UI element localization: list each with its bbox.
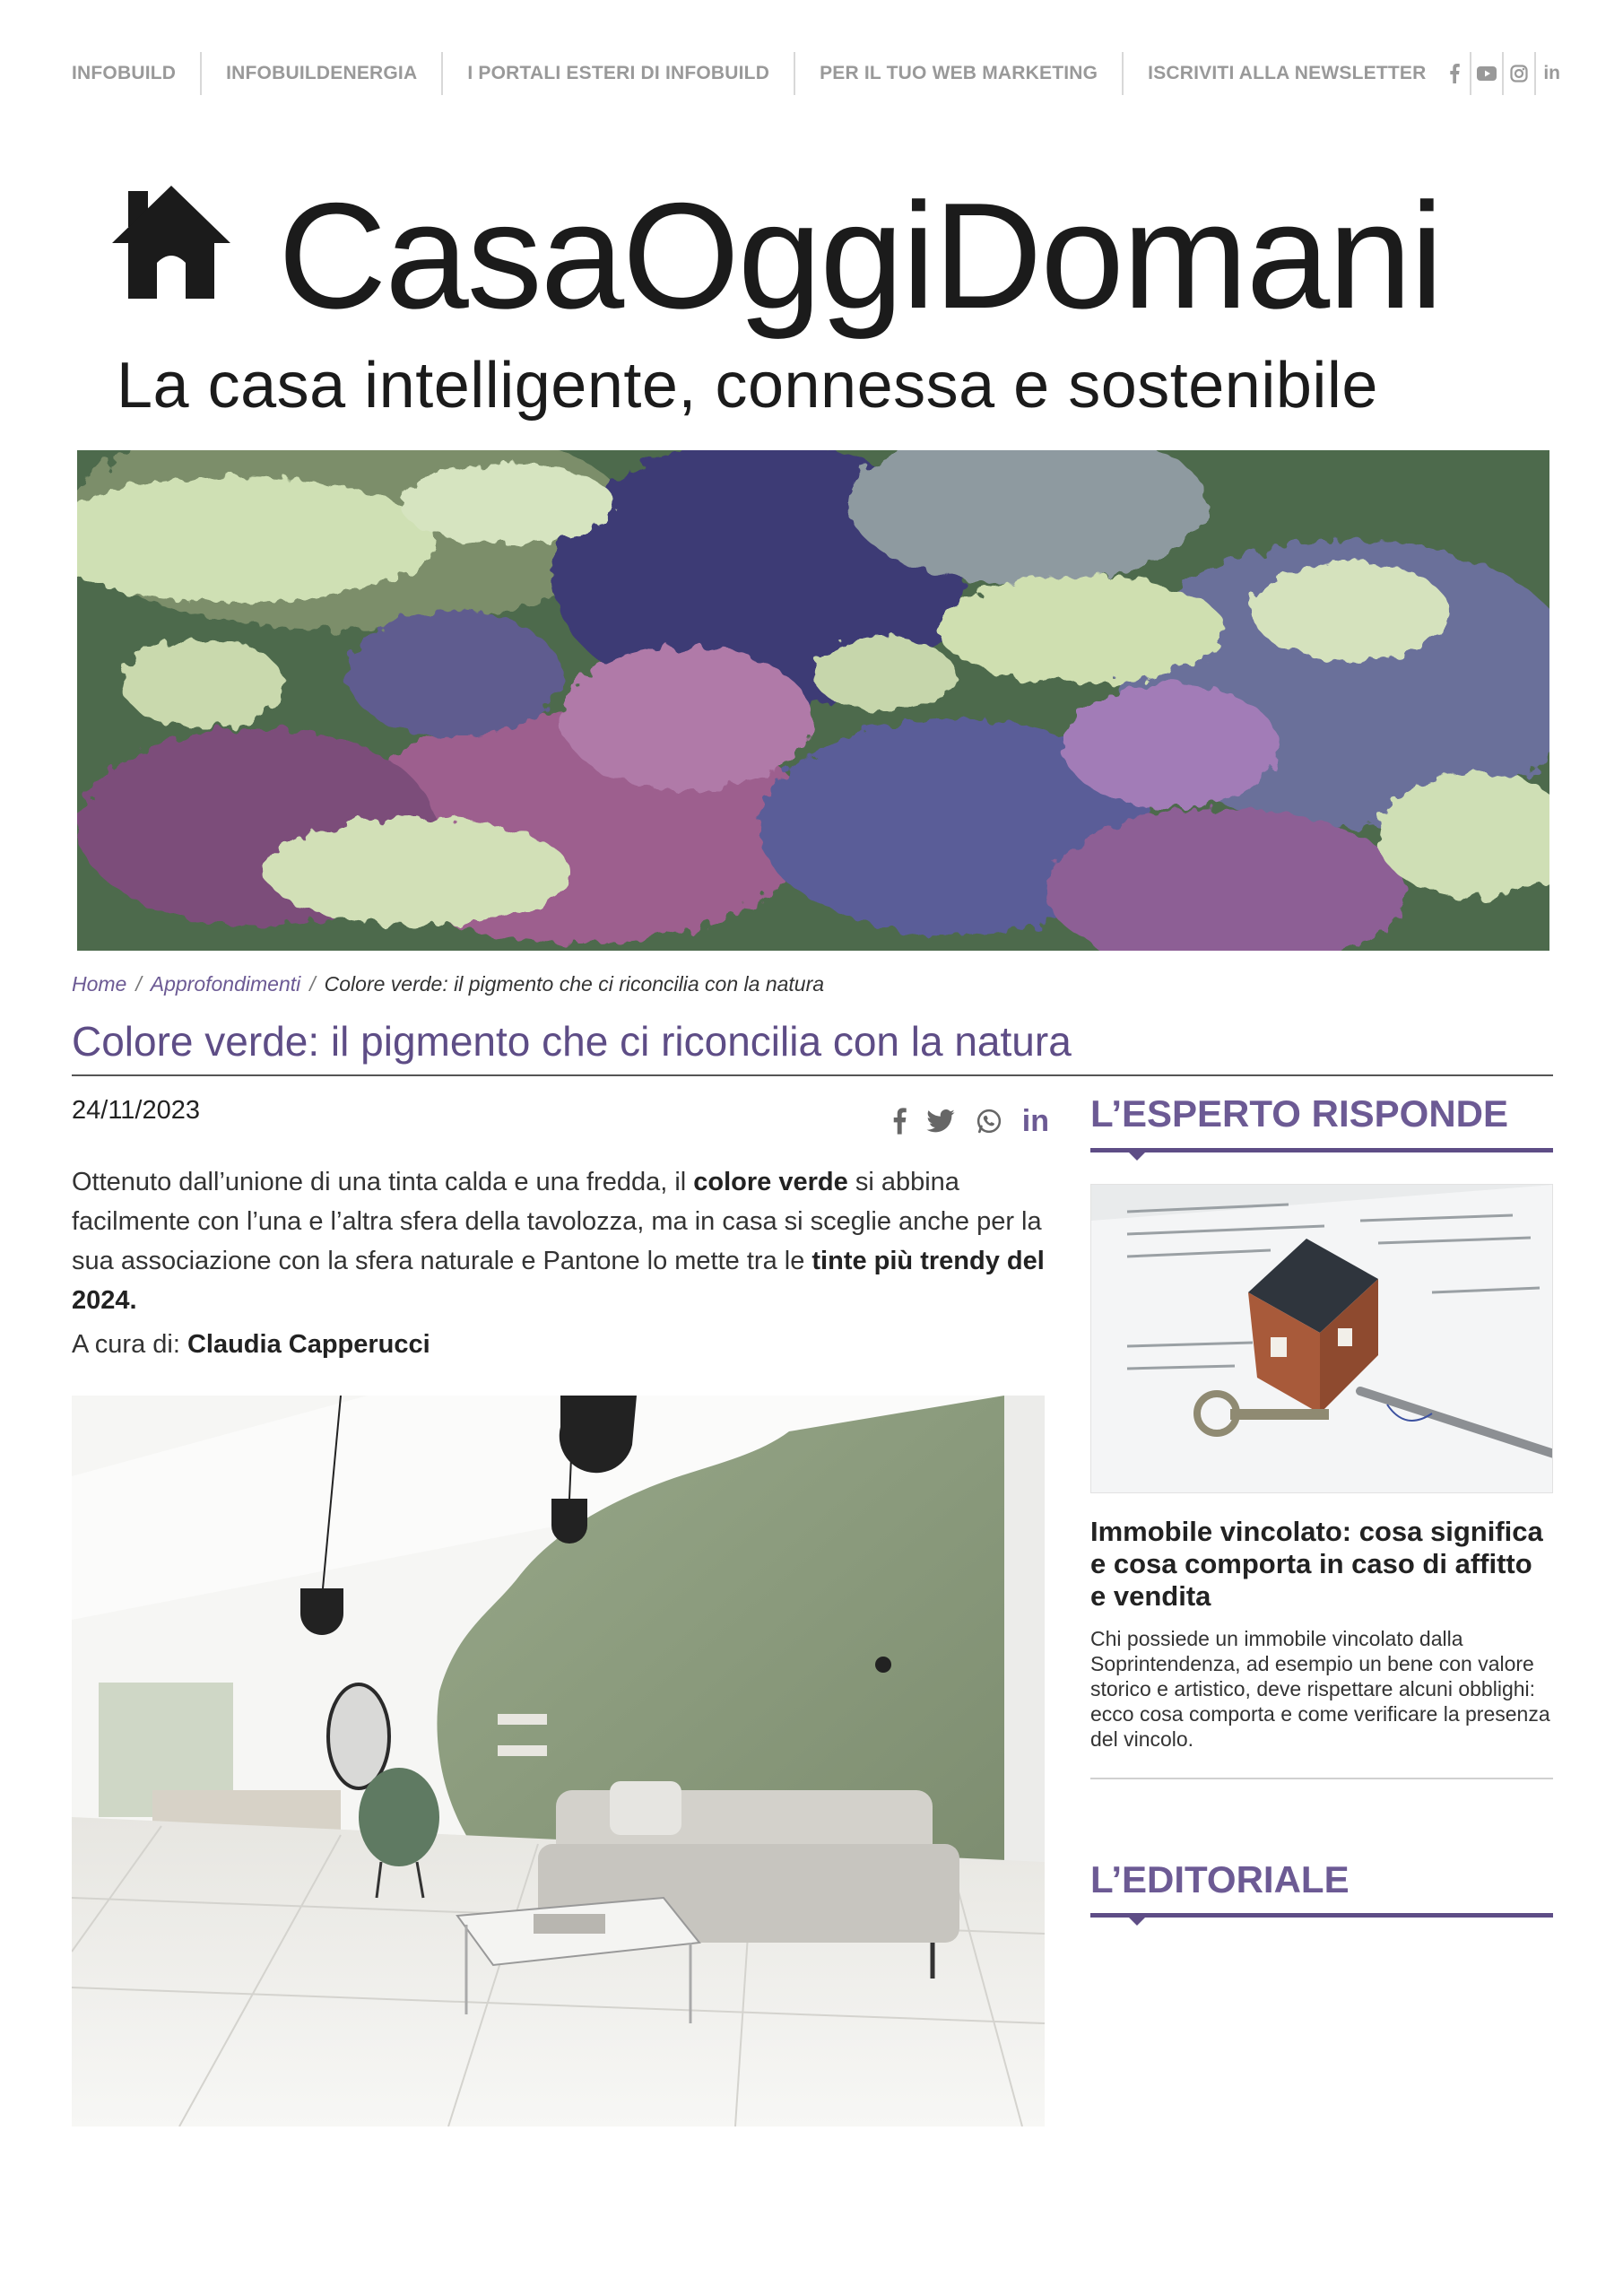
header-banner-image bbox=[77, 450, 1549, 951]
article-byline bbox=[72, 1330, 430, 1360]
nav-item-portali-esteri[interactable]: I PORTALI ESTERI DI INFOBUILD bbox=[443, 52, 795, 95]
byline-label: A cura di: bbox=[72, 1330, 187, 1359]
author-name[interactable]: Claudia Capperucci bbox=[187, 1330, 430, 1359]
editorial-heading-notch bbox=[1128, 1917, 1146, 1926]
site-logo[interactable] bbox=[108, 166, 1524, 435]
expert-section-heading: L’ESPERTO RISPONDE bbox=[1090, 1092, 1508, 1135]
expert-article-image[interactable] bbox=[1090, 1184, 1553, 1493]
breadcrumb-home-link[interactable]: Home bbox=[72, 972, 127, 996]
breadcrumb-separator: / bbox=[309, 972, 316, 996]
house-icon bbox=[112, 186, 230, 299]
share-bar bbox=[892, 1101, 1049, 1141]
nav-item-infobuild[interactable]: INFOBUILD bbox=[72, 52, 202, 95]
nav-item-web-marketing[interactable]: PER IL TUO WEB MARKETING bbox=[795, 52, 1124, 95]
facebook-icon[interactable] bbox=[892, 1103, 907, 1139]
editorial-section-heading: L’EDITORIALE bbox=[1090, 1858, 1350, 1900]
expert-heading-notch bbox=[1128, 1152, 1146, 1161]
lead-highlight: tinte più trendy del 2024. bbox=[72, 1247, 1045, 1315]
linkedin-icon[interactable]: in bbox=[1021, 1103, 1049, 1138]
nav-item-infobuildenergia[interactable]: INFOBUILDENERGIA bbox=[202, 52, 443, 95]
whatsapp-icon[interactable] bbox=[976, 1103, 1002, 1139]
breadcrumb bbox=[72, 972, 824, 996]
expert-article-title[interactable]: Immobile vincolato: cosa significa e cosa comporta in caso di affitto e vendita bbox=[1090, 1516, 1543, 1612]
breadcrumb-section-link[interactable]: Approfondimenti bbox=[150, 972, 301, 996]
breadcrumb-current: Colore verde: il pigmento che ci riconcilia con la natura bbox=[324, 972, 825, 996]
article-title: Colore verde: il pigmento che ci riconcilia con la natura bbox=[72, 1008, 1553, 1076]
breadcrumb-separator: / bbox=[135, 972, 142, 996]
expert-article-excerpt: Chi possiede un immobile vincolato dalla Soprintendenza, ad esempio un bene con valore storico e artistico, deve rispettare alcuni obblighi: ecco cosa comporta e come verificare la presenza del vincolo. bbox=[1090, 1627, 1550, 1751]
expert-heading-rule bbox=[1090, 1148, 1553, 1152]
instagram-icon[interactable] bbox=[1504, 52, 1536, 95]
article-lead: Ottenuto dall’unione di una tinta calda e una fredda, il colore verde si abbina facilmente con l’una e l’altra sfera della tavolozza, ma in casa si sceglie anche per la sua associazione con la sfera naturale e Pantone lo mette tra le tinte più trendy del 2024. bbox=[72, 1168, 1045, 1315]
article-hero-image bbox=[72, 1396, 1045, 2126]
twitter-icon[interactable] bbox=[926, 1103, 955, 1139]
logo-tagline: La casa intelligente, connessa e sostenibile bbox=[117, 350, 1378, 422]
linkedin-icon[interactable]: in bbox=[1543, 63, 1560, 83]
youtube-icon[interactable] bbox=[1471, 52, 1504, 95]
sidebar-divider bbox=[1090, 1778, 1553, 1779]
article-date: 24/11/2023 bbox=[72, 1096, 200, 1125]
nav-item-newsletter[interactable]: ISCRIVITI ALLA NEWSLETTER bbox=[1148, 63, 1427, 83]
lead-highlight: colore verde bbox=[693, 1168, 848, 1196]
facebook-icon[interactable] bbox=[1438, 52, 1471, 95]
logo-title: CasaOggiDomani bbox=[278, 171, 1442, 340]
editorial-heading-rule bbox=[1090, 1913, 1553, 1918]
top-navigation bbox=[72, 52, 1560, 95]
